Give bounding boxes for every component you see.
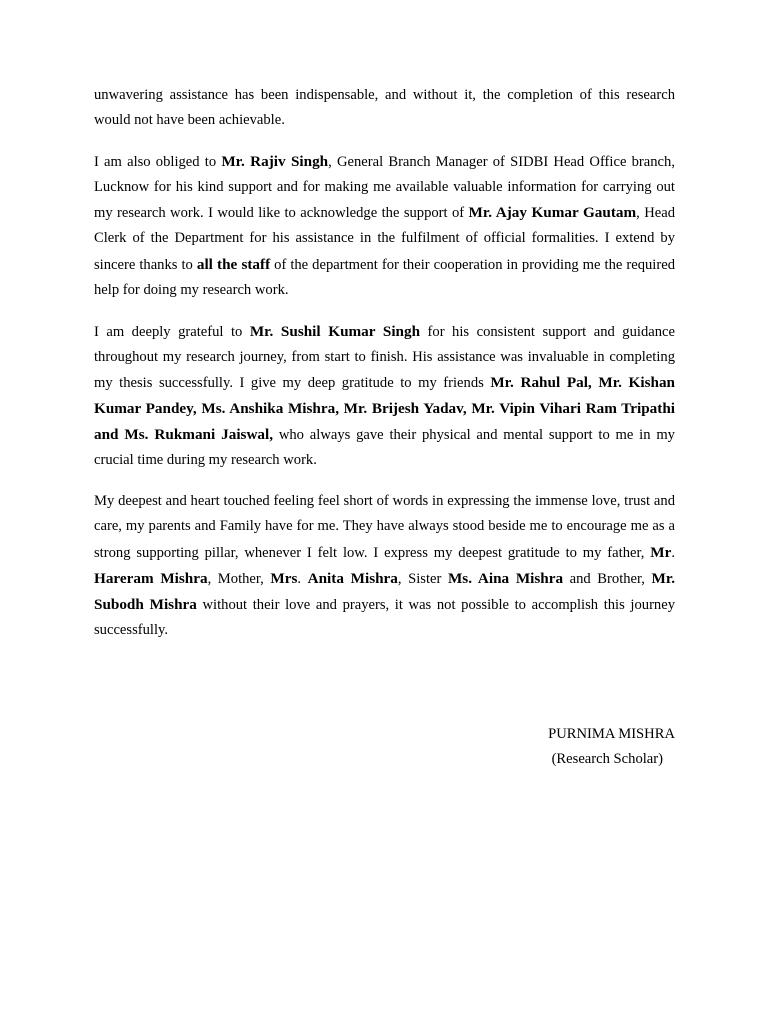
bold-name-text: Mr xyxy=(650,543,672,561)
body-text: , General Branch Manager of SIDBI Head Office branch, Lucknow for his kind support and for making me available valuable information for carrying out my research work. I would like to acknowledge the support of xyxy=(94,154,675,222)
body-text: . xyxy=(297,570,308,587)
bold-name-text: Ms. Aina Mishra xyxy=(447,569,564,587)
bold-name-text: Mrs xyxy=(270,569,298,587)
bold-name-text: Mr. Ajay Kumar Gautam xyxy=(468,204,637,222)
bold-name-text: Mr. Rajiv Singh xyxy=(221,153,329,171)
bold-name-text: Mr. Subodh Mishra xyxy=(94,569,675,613)
bold-name-text: Hareram Mishra xyxy=(94,569,208,587)
body-text: for his consistent support and guidance throughout my research journey, from start to finish. His assistance was invaluable in completing my thesis successfully. I give my deep gratitude to my friends xyxy=(94,323,675,391)
body-text: , Mother, xyxy=(207,570,271,587)
paragraph-1 xyxy=(94,83,675,133)
body-text: , Head Clerk of the Department for his assistance in the fulfilment of official formalities. I extend by sincere thanks to xyxy=(94,205,675,273)
bold-name-text: Anita Mishra xyxy=(307,569,398,587)
body-text: , Sister xyxy=(397,570,448,587)
paragraph-3 xyxy=(94,319,675,474)
body-text: . xyxy=(671,544,675,561)
body-text: unwavering assistance has been indispensable, and without it, the completion of this research would not have been achievable. xyxy=(94,87,675,129)
body-text: I am deeply grateful to xyxy=(94,323,250,340)
document-body xyxy=(94,83,675,659)
bold-name-text: all the staff xyxy=(196,255,271,273)
bold-name-text: Mr. Rahul Pal, Mr. Kishan Kumar Pandey, Ms. Anshika Mishra, Mr. Brijesh Yadav, Mr. Vipin Vihari Ram Tripathi and Ms. Rukmani Jaiswal, xyxy=(94,373,675,444)
body-text: and Brother, xyxy=(563,570,652,587)
body-text: of the department for their cooperation in providing me the required help for doing my research work. xyxy=(94,256,675,298)
body-text: without their love and prayers, it was not possible to accomplish this journey successfully. xyxy=(94,596,675,638)
signatory-name: PURNIMA MISHRA xyxy=(548,726,675,742)
paragraph-4 xyxy=(94,489,675,643)
bold-name-text: Mr. Sushil Kumar Singh xyxy=(249,322,421,340)
signatory-role: (Research Scholar) xyxy=(551,751,663,767)
body-text: My deepest and heart touched feeling feel short of words in expressing the immense love, trust and care, my parents and Family have for me. They have always stood beside me to encourage me as a strong supporting pillar, whenever I felt low. I express my deepest gratitude to my father, xyxy=(94,493,675,561)
body-text: who always gave their physical and mental support to me in my crucial time during my research work. xyxy=(94,427,675,469)
paragraph-2 xyxy=(94,149,675,303)
body-text: I am also obliged to xyxy=(94,154,222,171)
